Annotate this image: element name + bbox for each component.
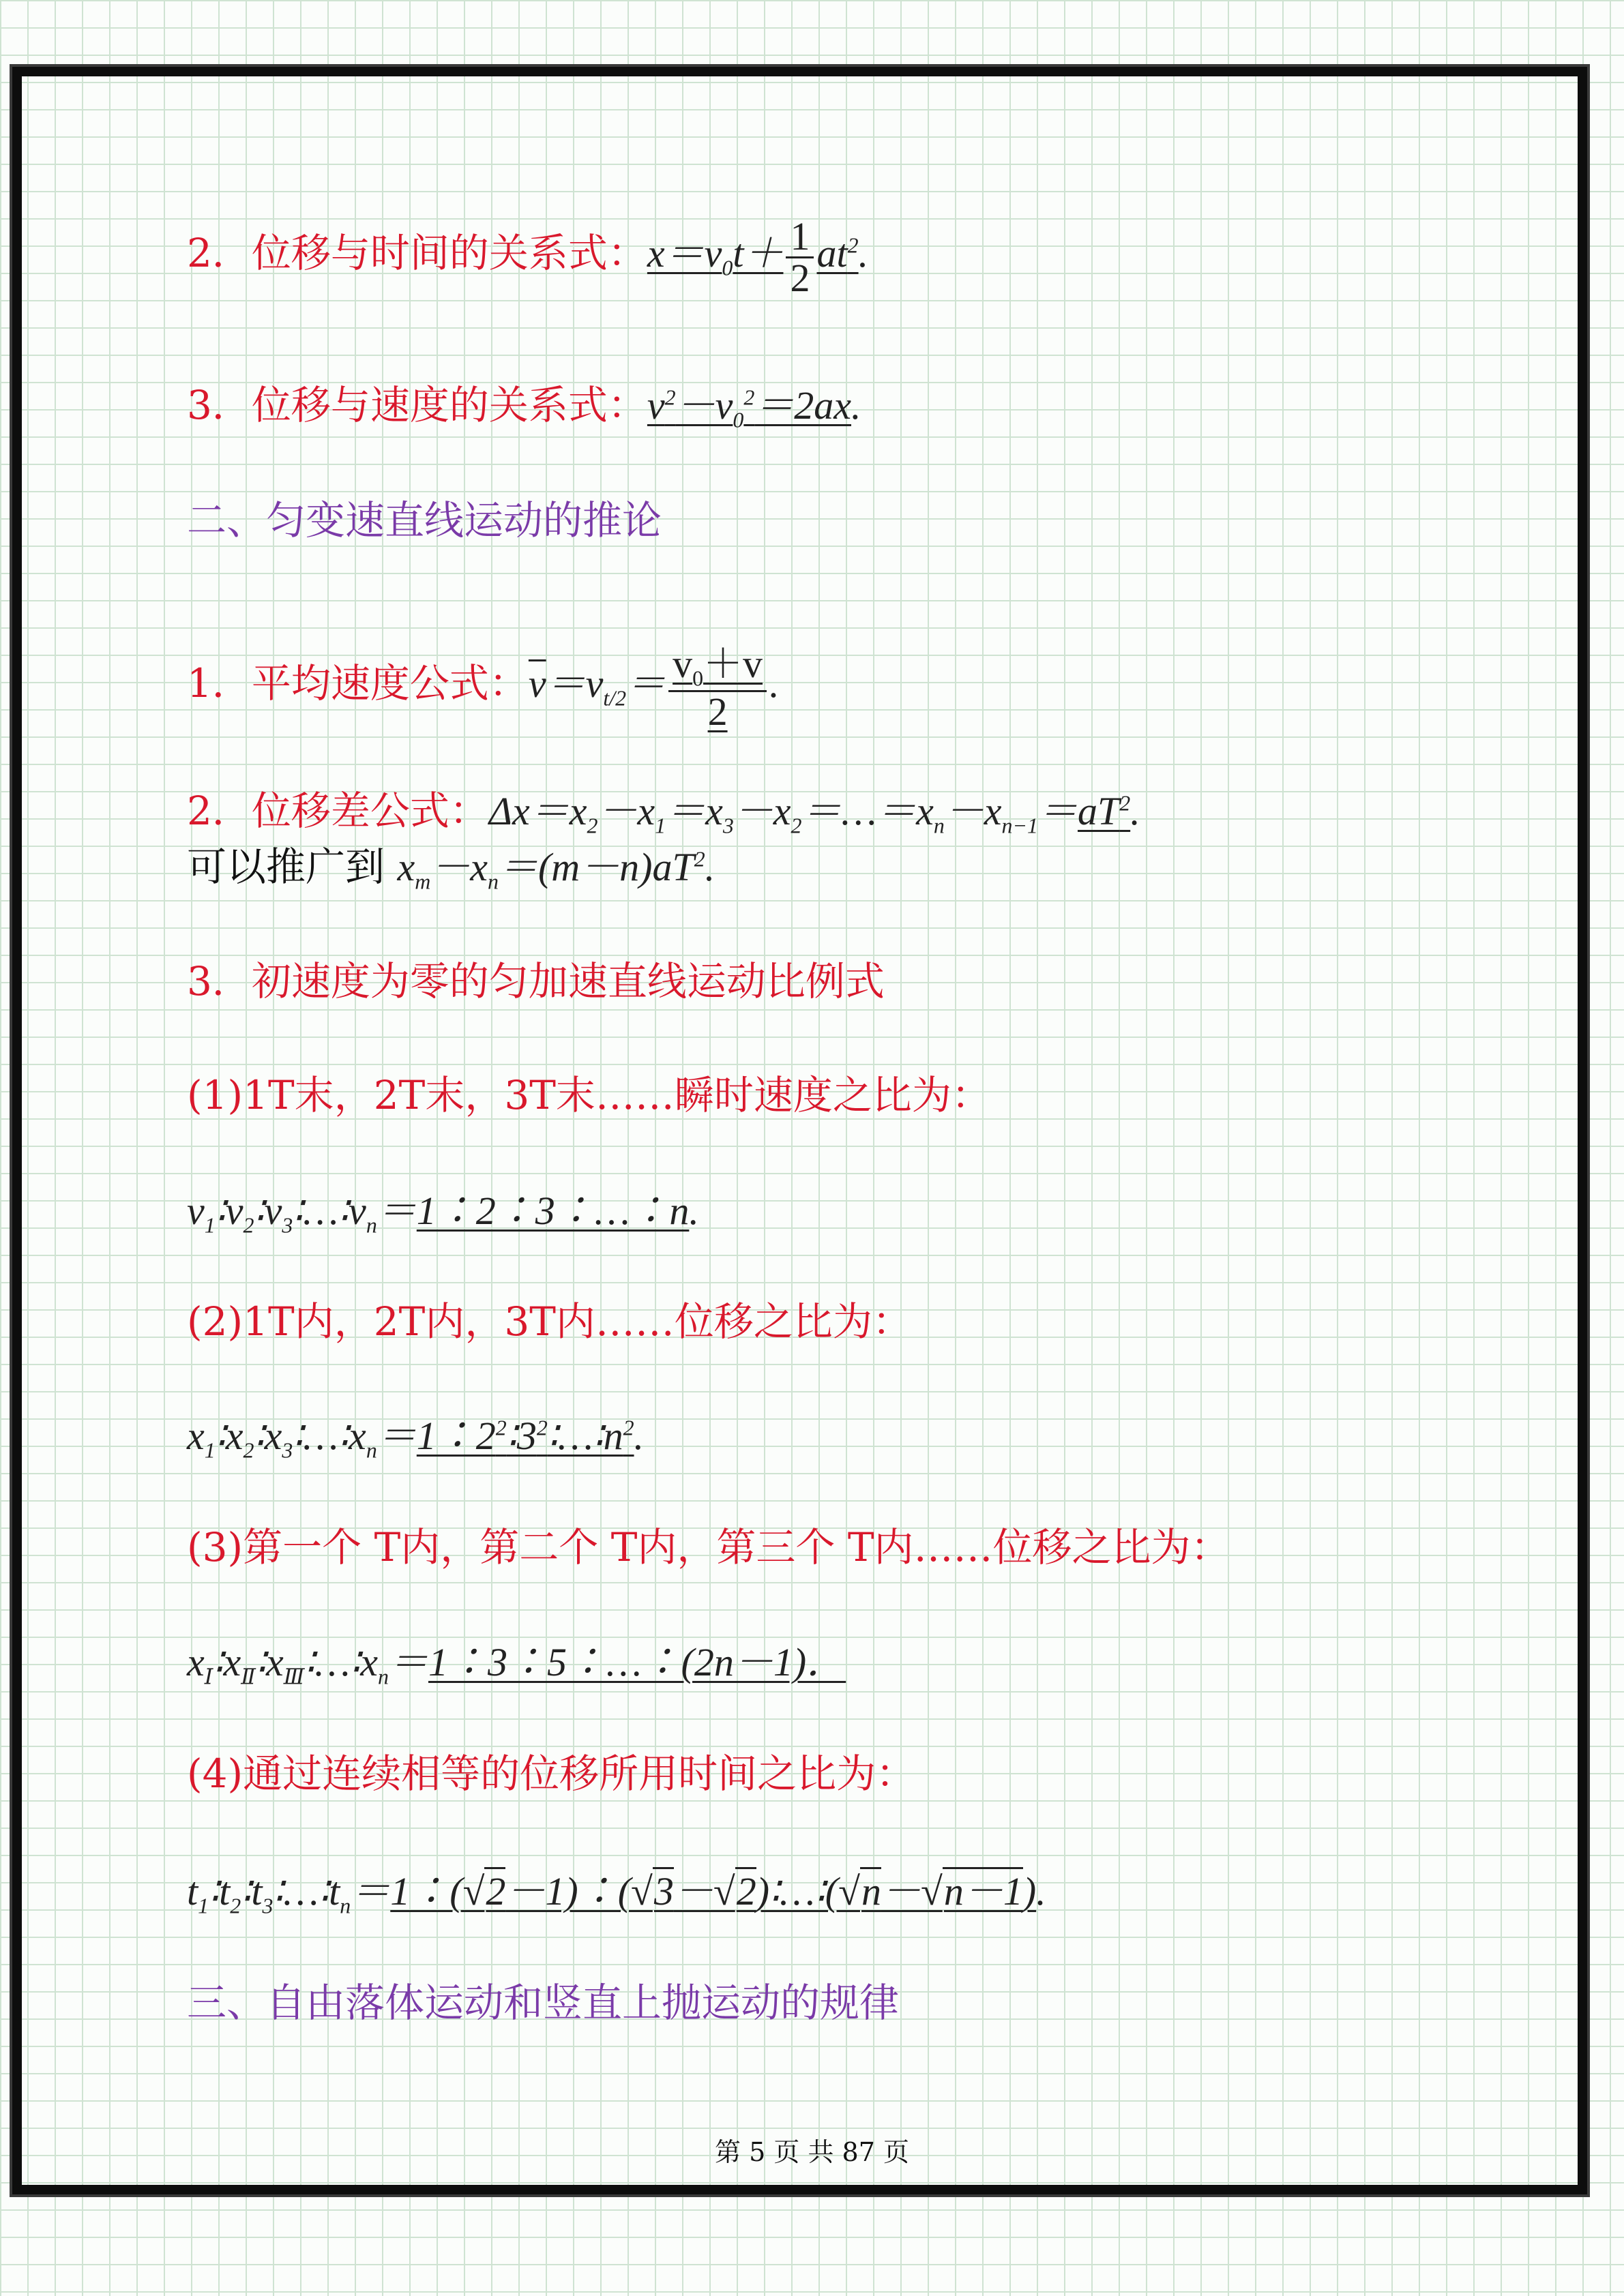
average-velocity-equation: $\overline{v}=v_{t/2}=$ $\frac{v_0+v}{2}$ . bbox=[528, 642, 780, 734]
subsection-heading-ratios: 3．初速度为零的匀加速直线运动比例式 bbox=[187, 958, 885, 1004]
ratio-1-equation: $v_1∶v_2∶v_3∶\dots∶v_n=1∶2∶3∶\dots∶n$. bbox=[187, 1189, 699, 1238]
formula-displacement-velocity: 3．位移与速度的关系式：$v^2-v_0^2=2ax$. bbox=[187, 382, 861, 432]
formula-generalization: 可以推广到 $x_m-x_n=(m-n)aT^2$. bbox=[187, 844, 715, 894]
page-footer: 第 5 页 共 87 页 bbox=[715, 2137, 909, 2167]
displacement-time-equation: $x=v_0t+$ $\frac{1}{2}$ $at^2$ bbox=[647, 214, 859, 300]
displacement-velocity-equation: $v^2-v_0^2=2ax$ bbox=[647, 383, 852, 432]
ratio-3-equation: $x_Ⅰ∶x_Ⅱ∶x_Ⅲ∶\dots∶x_n=1∶3∶5∶\dots∶(2n-1)$． bbox=[187, 1640, 846, 1689]
ratio-2-label: (2)1T内，2T内，3T内……位移之比为： bbox=[187, 1298, 912, 1345]
ratio-4-label: (4)通过连续相等的位移所用时间之比为： bbox=[187, 1750, 916, 1797]
formula-average-velocity: 1．平均速度公式：$\overline{v}=v_{t/2}=$ $\frac{v_0+v}{2}$ . bbox=[187, 642, 780, 734]
section-heading-2: 二、匀变速直线运动的推论 bbox=[187, 497, 662, 543]
ratio-3-label: (3)第一个 T内，第二个 T内，第三个 T内……位移之比为： bbox=[187, 1524, 1230, 1570]
formula-displacement-time: 2．位移与时间的关系式：$x=v_0t+$ $\frac{1}{2}$ $at^2$. bbox=[187, 214, 869, 300]
ratio-1-label: (1)1T末，2T末，3T末……瞬时速度之比为： bbox=[187, 1072, 991, 1118]
section-heading-3: 三、自由落体运动和竖直上抛运动的规律 bbox=[187, 1980, 900, 2026]
generalization-equation: $x_m-x_n=(m-n)aT^2$. bbox=[397, 845, 715, 894]
formula-displacement-difference: 2．位移差公式：$\Delta x=x_2-x_1=x_3-x_2=\dots=x_n-x_{n-1}=aT^2$. bbox=[187, 788, 1140, 838]
ratio-2-equation: $x_1∶x_2∶x_3∶\dots∶x_n=1∶2^2∶3^2∶\dots∶n^2$. bbox=[187, 1414, 645, 1463]
displacement-difference-equation: $\Delta x=x_2-x_1=x_3-x_2=\dots=x_n-x_{n-1}=aT^2$. bbox=[488, 789, 1140, 838]
ratio-4-equation: $t_1∶t_2∶t_3∶\dots∶t_n=1∶(√2-1)∶(√3-√2)∶\dots∶(√n-√n-1)$. bbox=[187, 1872, 1046, 1918]
